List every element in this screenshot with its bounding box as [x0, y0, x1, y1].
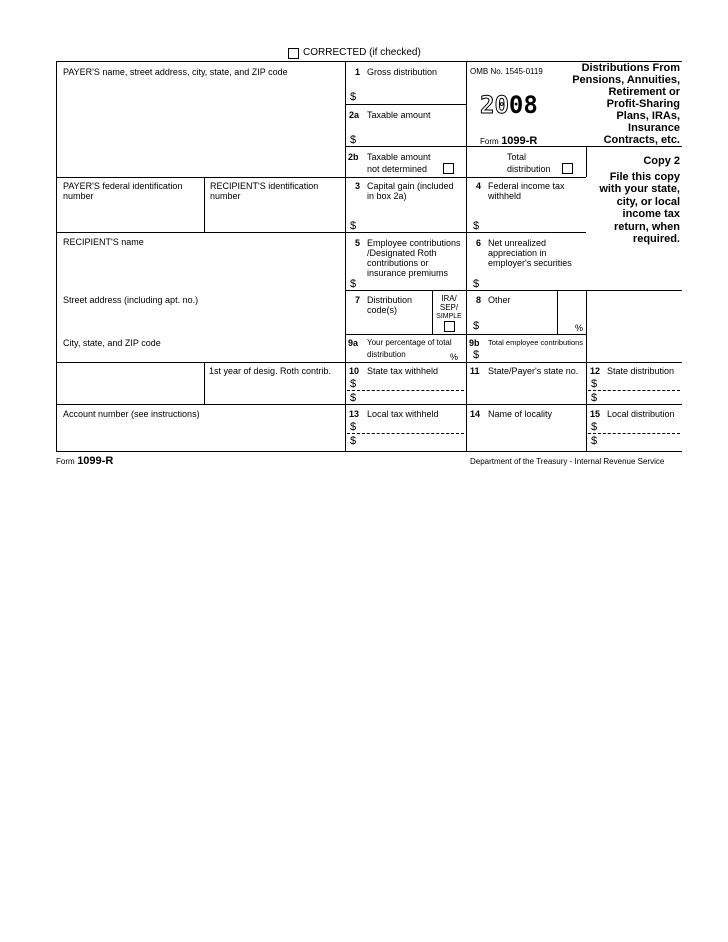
box1-label: Gross distribution — [367, 67, 438, 77]
omb-number: OMB No. 1545-0119 — [470, 67, 543, 76]
box13-label: Local tax withheld — [367, 409, 439, 419]
box11-label: State/Payer's state no. — [488, 366, 579, 376]
box14-number: 14 — [470, 409, 481, 419]
box12-dollar-1: $ — [591, 378, 598, 390]
box13-dollar-1: $ — [350, 421, 357, 433]
box7-label: Distribution code(s) — [367, 295, 413, 315]
box6-dollar: $ — [473, 278, 480, 290]
box9b-number: 9b — [469, 338, 480, 348]
box13-number: 13 — [349, 409, 360, 419]
box10-label: State tax withheld — [367, 366, 439, 376]
footer-form-prefix: Form — [56, 457, 75, 466]
form-title-line: Retirement or — [608, 86, 680, 98]
box8-percent: % — [575, 323, 584, 333]
box6-number: 6 — [476, 238, 482, 248]
payer-name-label: PAYER'S name, street address, city, state, and ZIP code — [63, 67, 288, 77]
payer-fed-id-label: PAYER'S federal identification number — [63, 181, 183, 201]
box15-number: 15 — [590, 409, 601, 419]
form-title-line: Distributions From — [581, 62, 680, 74]
box8-dollar: $ — [473, 320, 480, 332]
taxable-not-determined-checkbox[interactable] — [443, 163, 454, 174]
box3-dollar: $ — [350, 220, 357, 232]
box9b-dollar: $ — [473, 349, 480, 361]
box5-number: 5 — [355, 238, 361, 248]
box1-number: 1 — [355, 67, 361, 77]
form-label — [480, 136, 537, 147]
box9b-label: Total employee contributions — [488, 338, 584, 347]
box2a-number: 2a — [349, 110, 360, 120]
copy-line: return, when — [613, 220, 680, 233]
form-title-line: Pensions, Annuities, — [572, 74, 680, 86]
form-prefix: Form — [480, 137, 499, 146]
copy-line: city, or local — [616, 195, 680, 208]
box15-dollar-2: $ — [591, 435, 598, 447]
box2b-number: 2b — [348, 152, 359, 162]
tax-year-suffix: 08 — [508, 91, 538, 119]
box12-number: 12 — [590, 366, 601, 376]
box10-dollar-1: $ — [350, 378, 357, 390]
box1-dollar: $ — [350, 91, 357, 103]
form-title — [560, 62, 680, 146]
ira-label-line: SEP/ — [439, 303, 459, 312]
box6-label: Net unrealized appreciation in employer's securities — [488, 238, 572, 268]
ira-label-line: IRA/ — [441, 294, 457, 303]
tax-year — [480, 93, 538, 117]
box10-dollar-2: $ — [350, 392, 357, 404]
box12-dollar-2: $ — [591, 392, 598, 404]
ira-sep-simple-label — [433, 294, 465, 321]
box3-number: 3 — [355, 181, 361, 191]
copy-line: with your state, — [599, 183, 680, 195]
copy-line: File this copy — [609, 170, 680, 183]
box14-label: Name of locality — [488, 409, 553, 419]
form-title-line: Contracts, etc. — [603, 134, 680, 146]
box4-dollar: $ — [473, 220, 480, 232]
department-label: Department of the Treasury - Internal Revenue Service — [470, 457, 665, 466]
box4-number: 4 — [476, 181, 482, 191]
total-distribution-label-line1: Total — [507, 152, 527, 162]
box8-number: 8 — [476, 295, 482, 305]
recipient-name-label: RECIPIENT'S name — [63, 237, 144, 247]
footer-form-name: 1099-R — [77, 455, 114, 467]
box2a-dollar: $ — [350, 134, 357, 146]
ira-sep-simple-checkbox[interactable] — [444, 321, 455, 332]
tax-year-prefix: 20 — [480, 91, 509, 119]
total-distribution-label-line2: distribution — [507, 164, 551, 174]
copy-heading: Copy 2 — [643, 155, 680, 167]
roth-year-label: 1st year of desig. Roth contrib. — [209, 366, 332, 376]
recipient-city-label: City, state, and ZIP code — [63, 338, 161, 348]
box9a-label-line1: Your percentage of total — [367, 338, 452, 347]
account-number-label: Account number (see instructions) — [63, 409, 200, 419]
box2a-label: Taxable amount — [367, 110, 431, 120]
corrected-checkbox[interactable] — [288, 48, 299, 59]
box15-label: Local distribution — [607, 409, 675, 419]
box5-label: Employee contributions /Designated Roth contributions or insurance premiums — [367, 238, 461, 278]
box15-dollar-1: $ — [591, 421, 598, 433]
copy-instructions — [588, 155, 680, 246]
form-title-line: Plans, IRAs, — [616, 110, 680, 122]
box2b-label-line1: Taxable amount — [367, 152, 431, 162]
recipient-id-label: RECIPIENT'S identification number — [210, 181, 319, 201]
box8-label: Other — [488, 295, 511, 305]
box9a-label-line2: distribution — [367, 350, 406, 359]
box2b-label-line2: not determined — [367, 164, 428, 174]
box9a-number: 9a — [348, 338, 359, 348]
box7-number: 7 — [355, 295, 361, 305]
box13-dollar-2: $ — [350, 435, 357, 447]
ira-label-line: SIMPLE — [436, 313, 462, 320]
total-distribution-checkbox[interactable] — [562, 163, 573, 174]
form-name: 1099-R — [501, 135, 538, 147]
box12-label: State distribution — [607, 366, 675, 376]
box4-label: Federal income tax withheld — [488, 181, 565, 201]
recipient-street-label: Street address (including apt. no.) — [63, 295, 199, 305]
form-title-line: Profit-Sharing — [606, 98, 680, 110]
box11-number: 11 — [470, 366, 480, 376]
corrected-label: CORRECTED (if checked) — [303, 47, 421, 58]
form-title-line: Insurance — [628, 122, 680, 134]
box10-number: 10 — [349, 366, 360, 376]
box9a-percent: % — [450, 352, 459, 362]
copy-line: required. — [632, 233, 680, 245]
box3-label: Capital gain (included in box 2a) — [367, 181, 454, 201]
footer-form-label — [56, 456, 113, 467]
copy-line: income tax — [622, 208, 680, 220]
box5-dollar: $ — [350, 278, 357, 290]
